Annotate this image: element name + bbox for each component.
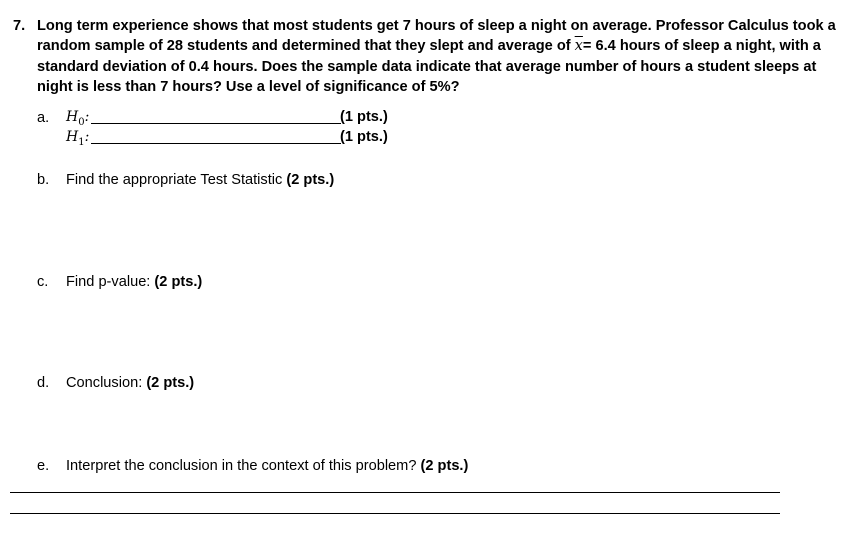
null-hypothesis-answer-line[interactable] — [91, 123, 341, 124]
alternative-hypothesis-points: (1 pts.) — [340, 129, 388, 145]
part-b-points: (2 pts.) — [286, 172, 335, 188]
part-e-text: Interpret the conclusion in the context of this problem? — [66, 458, 421, 474]
question-text-part-2: = 6.4 hours of sleep a night, with a standard deviation of 0.4 hours. Does the sample data indicate that average number of hours a student sleeps at night is less than 7 hours? Use a level of significance of 5%? — [37, 38, 821, 95]
part-a-letter: a. — [37, 110, 50, 126]
question-text — [37, 16, 845, 97]
part-b-body — [66, 172, 334, 188]
part-c-body — [66, 274, 202, 290]
part-e-letter: e. — [37, 458, 50, 474]
part-e-points: (2 pts.) — [420, 458, 469, 474]
part-b-letter: b. — [37, 172, 50, 188]
part-d-text: Conclusion: — [66, 375, 147, 391]
alternative-hypothesis-answer-line[interactable] — [91, 143, 341, 144]
x-bar-symbol: $\overline{x}$ — [574, 37, 583, 55]
answer-line-2[interactable] — [10, 513, 780, 514]
part-d-letter: d. — [37, 375, 50, 391]
part-c-text: Find p-value: — [66, 274, 155, 290]
part-b-text: Find the appropriate Test Statistic — [66, 172, 287, 188]
part-d-body — [66, 375, 194, 391]
answer-line-1[interactable] — [10, 492, 780, 493]
null-hypothesis-label: $H_0$: — [66, 109, 90, 128]
part-c-points: (2 pts.) — [154, 274, 203, 290]
null-hypothesis-points: (1 pts.) — [340, 109, 388, 125]
part-e-body — [66, 458, 468, 474]
part-c-letter: c. — [37, 274, 49, 290]
question-text-part-1: Long term experience shows that most students get 7 hours of sleep a night on average. Professor Calculus took a random sample of 28 students and determined that they slept and average of — [37, 18, 836, 55]
alternative-hypothesis-label: $H_1$: — [66, 129, 90, 148]
part-d-points: (2 pts.) — [146, 375, 195, 391]
question-number: 7. — [13, 18, 26, 34]
